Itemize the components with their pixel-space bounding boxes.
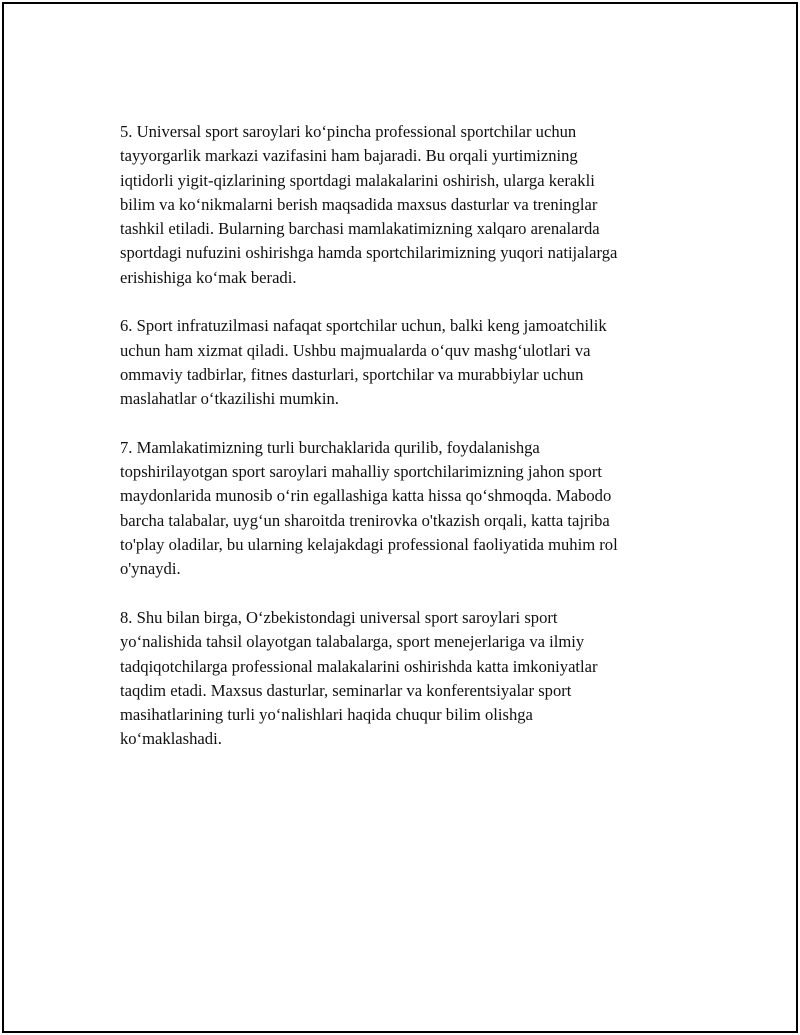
paragraph-6: 6. Sport infratuzilmasi nafaqat sportchilar uchun, balki keng jamoatchilik uchun ham xizmat qiladi. Ushbu majmualarda o‘quv mashg‘ulotlari va ommaviy tadbirlar, fitnes dasturlari, sportchilar va murabbiylar uchun maslahatlar o‘tkazilishi mumkin. (120, 316, 607, 409)
paragraph-7: 7. Mamlakatimizning turli burchaklarida qurilib, foydalanishga topshirilayotgan sport saroylari mahalliy sportchilarimizning jahon sport maydonlarida munosib o‘rin egallashiga katta hissa qo‘shmoqda. Mabodo barcha talabalar, uyg‘un sharoitda trenirovka o'tkazish orqali, katta tajriba to'play oladilar, bu ularning kelajakdagi professional faoliyatida muhim rol o'ynaydi. (120, 437, 618, 579)
paragraph-5: 5. Universal sport saroylari ko‘pincha professional sportchilar uchun tayyorgarlik markazi vazifasini ham bajaradi. Bu orqali yurtimizning iqtidorli yigit-qizlarining sportdagi malakalarini oshirish, ularga kerakli bilim va ko‘nikmalarni berish maqsadida maxsus dasturlar va treninglar tashkil etiladi. Bularning barchasi mamlakatimizning xalqaro arenalarda sportdagi nufuzini oshirishga hamda sportchilarimizning yuqori natijalarga erishishiga ko‘mak beradi. (120, 122, 618, 287)
document-body (120, 120, 686, 776)
page-frame (2, 2, 798, 1033)
paragraph-8: 8. Shu bilan birga, O‘zbekistondagi universal sport saroylari sport yo‘nalishida tahsil olayotgan talabalarga, sport menejerlariga va ilmiy tadqiqotchilarga professional malakalarini oshirishda katta imkoniyatlar taqdim etadi. Maxsus dasturlar, seminarlar va konferentsiyalar sport masihatlarining turli yo‘nalishlari haqida chuqur bilim olishga ko‘maklashadi. (120, 607, 598, 749)
